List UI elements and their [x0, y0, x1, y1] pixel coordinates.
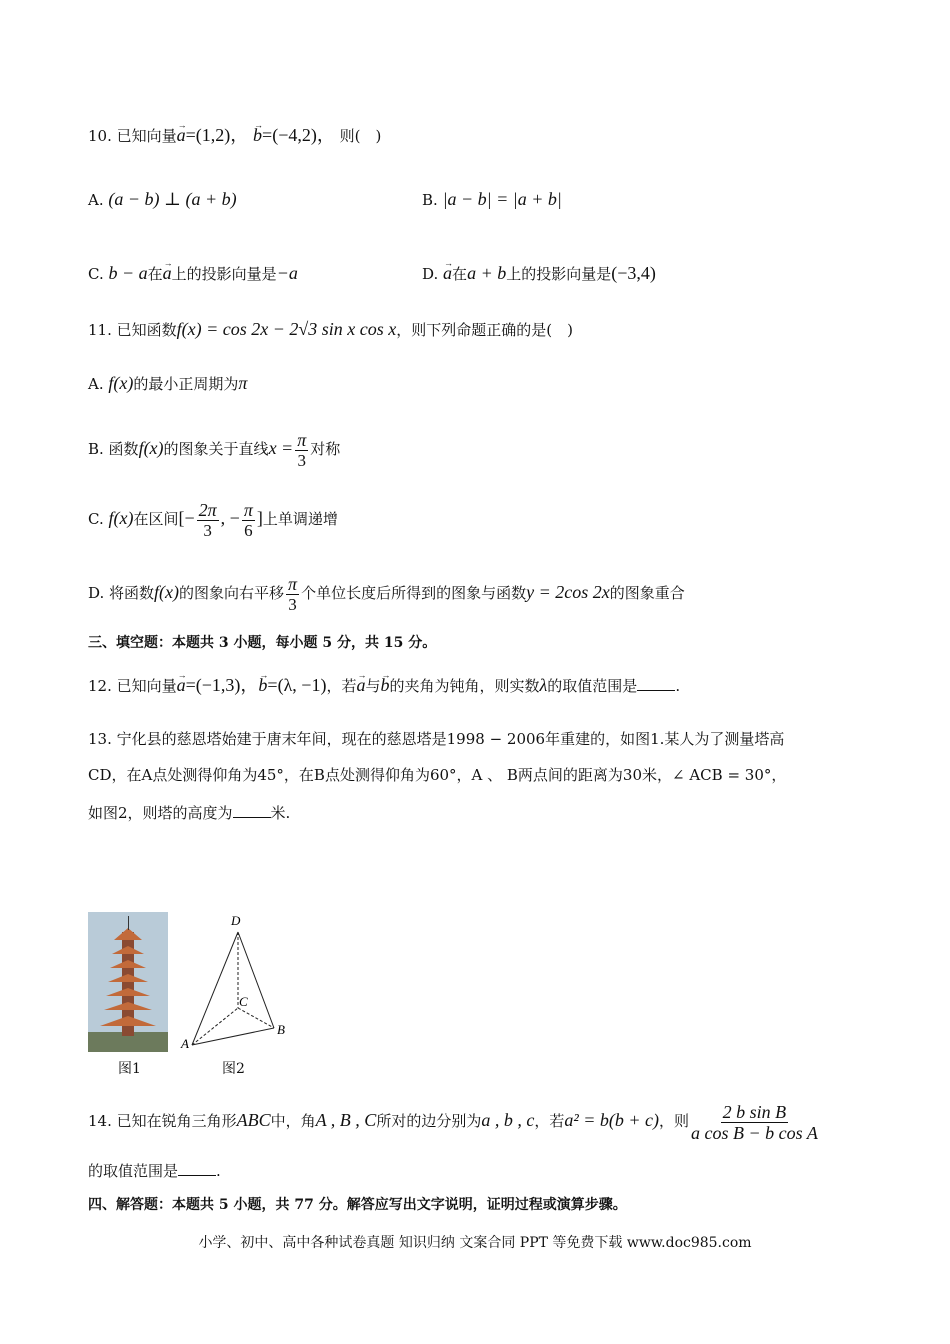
vector-b-12b: → b: [380, 674, 389, 696]
q11-b-end: 对称: [310, 440, 341, 458]
q11-a-text: 的最小正周期为: [133, 375, 239, 393]
q10-b-label: B.: [422, 191, 438, 209]
q13-l3a: 如图2，则塔的高度为: [88, 804, 233, 822]
q13-line3: [88, 802, 290, 824]
q11-c-end: 上单调递增: [262, 510, 338, 528]
section-4-heading: 四、解答题：本题共 5 小题，共 77 分。解答应写出文字说明，证明过程或演算步骤。: [88, 1197, 627, 1213]
q10-b-def: =(−4,2)，: [262, 125, 335, 145]
q11-c-label: C.: [88, 510, 109, 528]
q13-line2: CD，在A点处测得仰角为45°，在B点处测得仰角为60°，A 、 B两点间的距离为30米，∠ ACB = 30°，: [88, 766, 787, 784]
q10-tail: 则( ): [339, 127, 382, 145]
q11-option-c: [88, 498, 338, 541]
q11-d-num: π: [288, 573, 298, 594]
vector-b-12: → b: [258, 674, 267, 696]
vertex-label-d: D: [231, 913, 241, 928]
q10-option-a: [88, 188, 237, 211]
q10-d-mid: 在: [452, 265, 468, 283]
q13-answer-blank: [233, 803, 271, 818]
q10-c-label: C.: [88, 265, 104, 283]
q10-c-mid2: 上的投影向量是: [171, 265, 277, 283]
q11-d-text: 的图象向右平移: [179, 584, 285, 602]
q11-c-text: 在区间: [133, 510, 179, 528]
q10-option-b: [422, 188, 562, 211]
q11-d-label: D. 将函数: [88, 584, 155, 602]
q10-a-def: =(1,2)，: [185, 125, 249, 145]
question-12: [88, 674, 680, 697]
q14-line2: [88, 1160, 221, 1182]
q10-c-post: −a: [276, 263, 298, 283]
vector-a-12b: → a: [356, 674, 365, 696]
tetrahedron-diagram: [176, 910, 296, 1055]
q14-t2: 所对的边分别为: [376, 1112, 482, 1130]
q14-sides: a , b , c: [481, 1110, 535, 1130]
q11-b-f: f(x): [138, 438, 164, 458]
q11-c-den2: 6: [244, 520, 253, 540]
q11-b-x: x =: [268, 438, 294, 458]
q12-t1: ，若: [326, 677, 357, 695]
q12-stem: 12. 已知向量: [88, 677, 177, 695]
q11-c-open: [−: [178, 508, 195, 528]
section-3-heading: 三、填空题：本题共 3 小题，每小题 5 分，共 15 分。: [88, 635, 437, 651]
q11-c-fraction1: [197, 500, 219, 541]
q11-d-text2: 个单位长度后所得到的图象与函数: [301, 584, 527, 602]
q13-line1: 13. 宁化县的慈恩塔始建于唐末年间，现在的慈恩塔是1998 − 2006年重建的，如图1.某人为了测量塔高: [88, 730, 785, 748]
q11-d-den: 3: [288, 594, 297, 614]
q14-num: 2 b sin B: [722, 1101, 787, 1122]
q11-d-func: y = 2cos 2x: [526, 582, 610, 602]
figure-2-caption: 图2: [222, 1061, 245, 1077]
q11-c-close: ]: [256, 508, 263, 528]
q10-d-label: D.: [422, 265, 439, 283]
q11-c-f: f(x): [108, 508, 134, 528]
q10-option-d: [422, 262, 656, 285]
q12-t4: 的取值范围是: [547, 677, 638, 695]
figure-1-caption: 图1: [118, 1061, 141, 1077]
q12-b-def: =(λ, −1): [267, 675, 327, 695]
q14-t4: ，则: [659, 1112, 690, 1130]
q14-stem: 14. 已知在锐角三角形: [88, 1112, 237, 1130]
q10-d-mid2: a + b: [467, 263, 507, 283]
q10-option-c: [88, 262, 298, 285]
vertex-label-b: B: [277, 1022, 285, 1037]
q11-a-f: f(x): [108, 373, 134, 393]
q11-c-num2: π: [243, 499, 253, 520]
q10-b-expr: |a − b| = |a + b|: [442, 189, 562, 209]
question-10-stem: [88, 124, 381, 147]
q10-d-val: (−3,4): [611, 263, 656, 283]
q11-d-fraction: [286, 574, 299, 615]
vector-a-c: → a: [163, 262, 172, 284]
q11-c-sep: , −: [220, 508, 240, 528]
q11-c-num1: 2π: [198, 499, 217, 520]
q11-b-den: 3: [297, 450, 306, 470]
q11-b-text: 的图象关于直线: [163, 440, 269, 458]
pagoda-photo: [88, 912, 168, 1052]
q10-c-pre: b − a: [108, 263, 148, 283]
q14-t3: ，若: [534, 1112, 565, 1130]
q14-fraction: [691, 1102, 818, 1143]
q11-c-den1: 3: [203, 520, 212, 540]
q11-a-val: π: [238, 373, 248, 393]
q14-l2a: 的取值范围是: [88, 1162, 179, 1180]
vector-a-12: → a: [177, 674, 186, 696]
q11-stem: 11. 已知函数: [88, 321, 177, 339]
q14-den: a cos B − b cos A: [691, 1122, 818, 1143]
vertex-label-a: A: [181, 1036, 189, 1051]
vector-b: → b: [253, 124, 262, 146]
q11-option-b: [88, 428, 340, 471]
q11-d-end: 的图象重合: [609, 584, 685, 602]
q14-t1: 中，角: [270, 1112, 316, 1130]
vertex-label-c: C: [239, 994, 248, 1009]
q14-eq: a² = b(b + c): [564, 1110, 660, 1130]
q12-end: .: [675, 677, 681, 695]
q12-t3: 的夹角为钝角，则实数: [389, 677, 540, 695]
q11-option-a: [88, 372, 247, 395]
q12-a-def: =(−1,3)，: [185, 675, 259, 695]
q11-a-label: A.: [88, 375, 109, 393]
vector-a: → a: [177, 124, 186, 146]
q14-angles: A , B , C: [315, 1110, 377, 1130]
q11-b-label: B. 函数: [88, 440, 139, 458]
q11-d-f: f(x): [154, 582, 180, 602]
q14-abc: ABC: [236, 1110, 271, 1130]
q11-c-fraction2: [242, 500, 255, 541]
q12-lambda: λ: [539, 675, 548, 695]
q14-l2b: .: [216, 1162, 221, 1180]
q11-func: f(x) = cos 2x − 2√3 sin x cos x: [176, 319, 397, 339]
question-14: [88, 1100, 820, 1143]
q10-stem: 10. 已知向量: [88, 127, 177, 145]
q10-a-label: A.: [88, 191, 104, 209]
q12-answer-blank: [637, 676, 675, 691]
q10-a-expr: (a − b) ⊥ (a + b): [108, 189, 237, 209]
q14-answer-blank: [178, 1161, 216, 1176]
q12-t2: 与: [365, 677, 381, 695]
q11-b-num: π: [297, 429, 307, 450]
page-footer: 小学、初中、高中各种试卷真题 知识归纳 文案合同 PPT 等免费下载 www.doc985.com: [198, 1235, 752, 1251]
q13-l3b: 米.: [270, 804, 291, 822]
q11-tail: ，则下列命题正确的是( ): [396, 321, 573, 339]
q11-b-fraction: [295, 430, 308, 471]
question-11-stem: [88, 318, 573, 341]
q10-c-mid: 在: [147, 265, 163, 283]
q10-d-post: 上的投影向量是: [506, 265, 612, 283]
q11-option-d: [88, 572, 685, 615]
vector-a-d: → a: [443, 262, 452, 284]
